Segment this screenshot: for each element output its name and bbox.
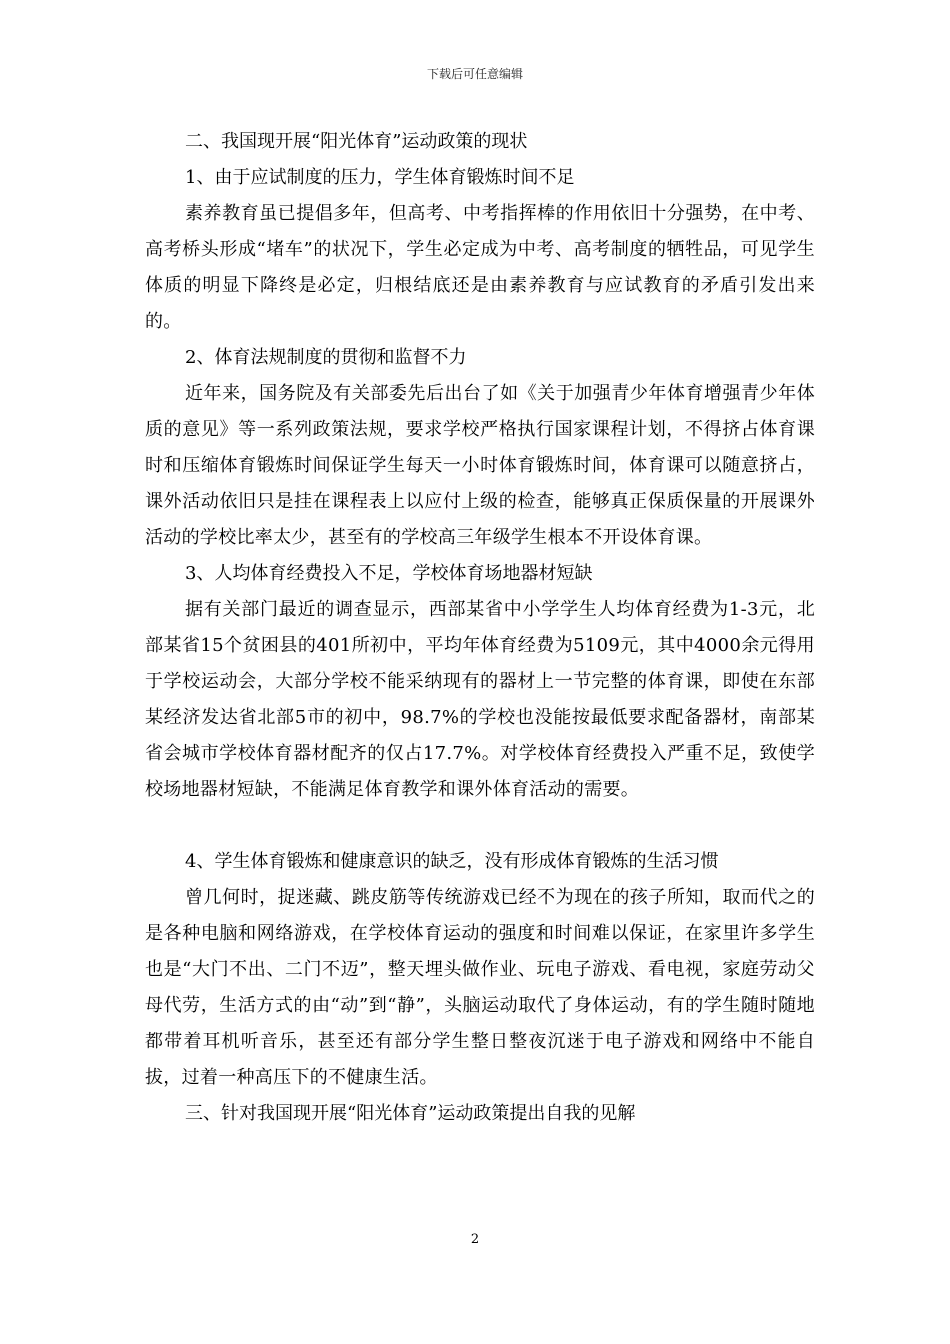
paragraph-regulation-enforcement: 近年来，国务院及有关部委先后出台了如《关于加强青少年体育增强青少年体质的意见》等一系列政策法规，要求学校严格执行国家课程计划，不得挤占体育课时和压缩体育锻炼时间保证学生每天一小时体育锻炼时间，体育课可以随意挤占，课外活动依旧只是挂在课程表上以应付上级的检查，能够真正保质保量的开展课外活动的学校比率太少，甚至有的学校高三年级学生根本不开设体育课。 [145, 383, 815, 548]
page-number: 2 [470, 1232, 480, 1247]
subheading-health-awareness: 4、学生体育锻炼和健康意识的缺乏，没有形成体育锻炼的生活习惯 [185, 851, 719, 872]
paragraph-funding-shortage: 据有关部门最近的调查显示，西部某省中小学学生人均体育经费为1-3元，北部某省15个贫困县的401所初中，平均年体育经费为5109元，其中4000余元得用于学校运动会，大部分学校不能采纳现有的器材上一节完整的体育课，即使在东部某经济发达省北部5市的初中，98.7%的学校也没能按最低要求配备器材，南部某省会城市学校体育器材配齐的仅占17.7%。对学校体育经费投入严重不足，致使学校场地器材短缺，不能满足体育教学和课外体育活动的需要。 [145, 599, 815, 800]
subheading-funding-shortage: 3、人均体育经费投入不足，学校体育场地器材短缺 [185, 563, 593, 584]
page-header-note: 下载后可任意编辑 [426, 67, 523, 81]
paragraph-health-awareness: 曾几何时，捉迷藏、跳皮筋等传统游戏已经不为现在的孩子所知，取而代之的是各种电脑和网络游戏，在学校体育运动的强度和时间难以保证，在家里许多学生也是“大门不出、二门不迈”，整天埋头做作业、玩电子游戏、看电视，家庭劳动父母代劳，生活方式的由“动”到“静”，头脑运动取代了身体运动，有的学生随时随地都带着耳机听音乐，甚至还有部分学生整日整夜沉迷于电子游戏和网络中不能自拔，过着一种高压下的不健康生活。 [145, 887, 815, 1088]
paragraph-spacer [145, 808, 815, 844]
subheading-exam-pressure: 1、由于应试制度的压力，学生体育锻炼时间不足 [185, 167, 575, 188]
document-body [145, 124, 815, 1132]
subheading-regulation-enforcement: 2、体育法规制度的贯彻和监督不力 [185, 347, 467, 368]
paragraph-exam-pressure: 素养教育虽已提倡多年，但高考、中考指挥棒的作用依旧十分强势，在中考、高考桥头形成“堵车”的状况下，学生必定成为中考、高考制度的牺牲品，可见学生体质的明显下降终是必定，归根结底还是由素养教育与应试教育的矛盾引发出来的。 [145, 203, 815, 332]
section-heading-current-status: 二、我国现开展“阳光体育”运动政策的现状 [185, 131, 528, 152]
section-heading-own-views: 三、针对我国现开展“阳光体育”运动政策提出自我的见解 [185, 1103, 636, 1124]
